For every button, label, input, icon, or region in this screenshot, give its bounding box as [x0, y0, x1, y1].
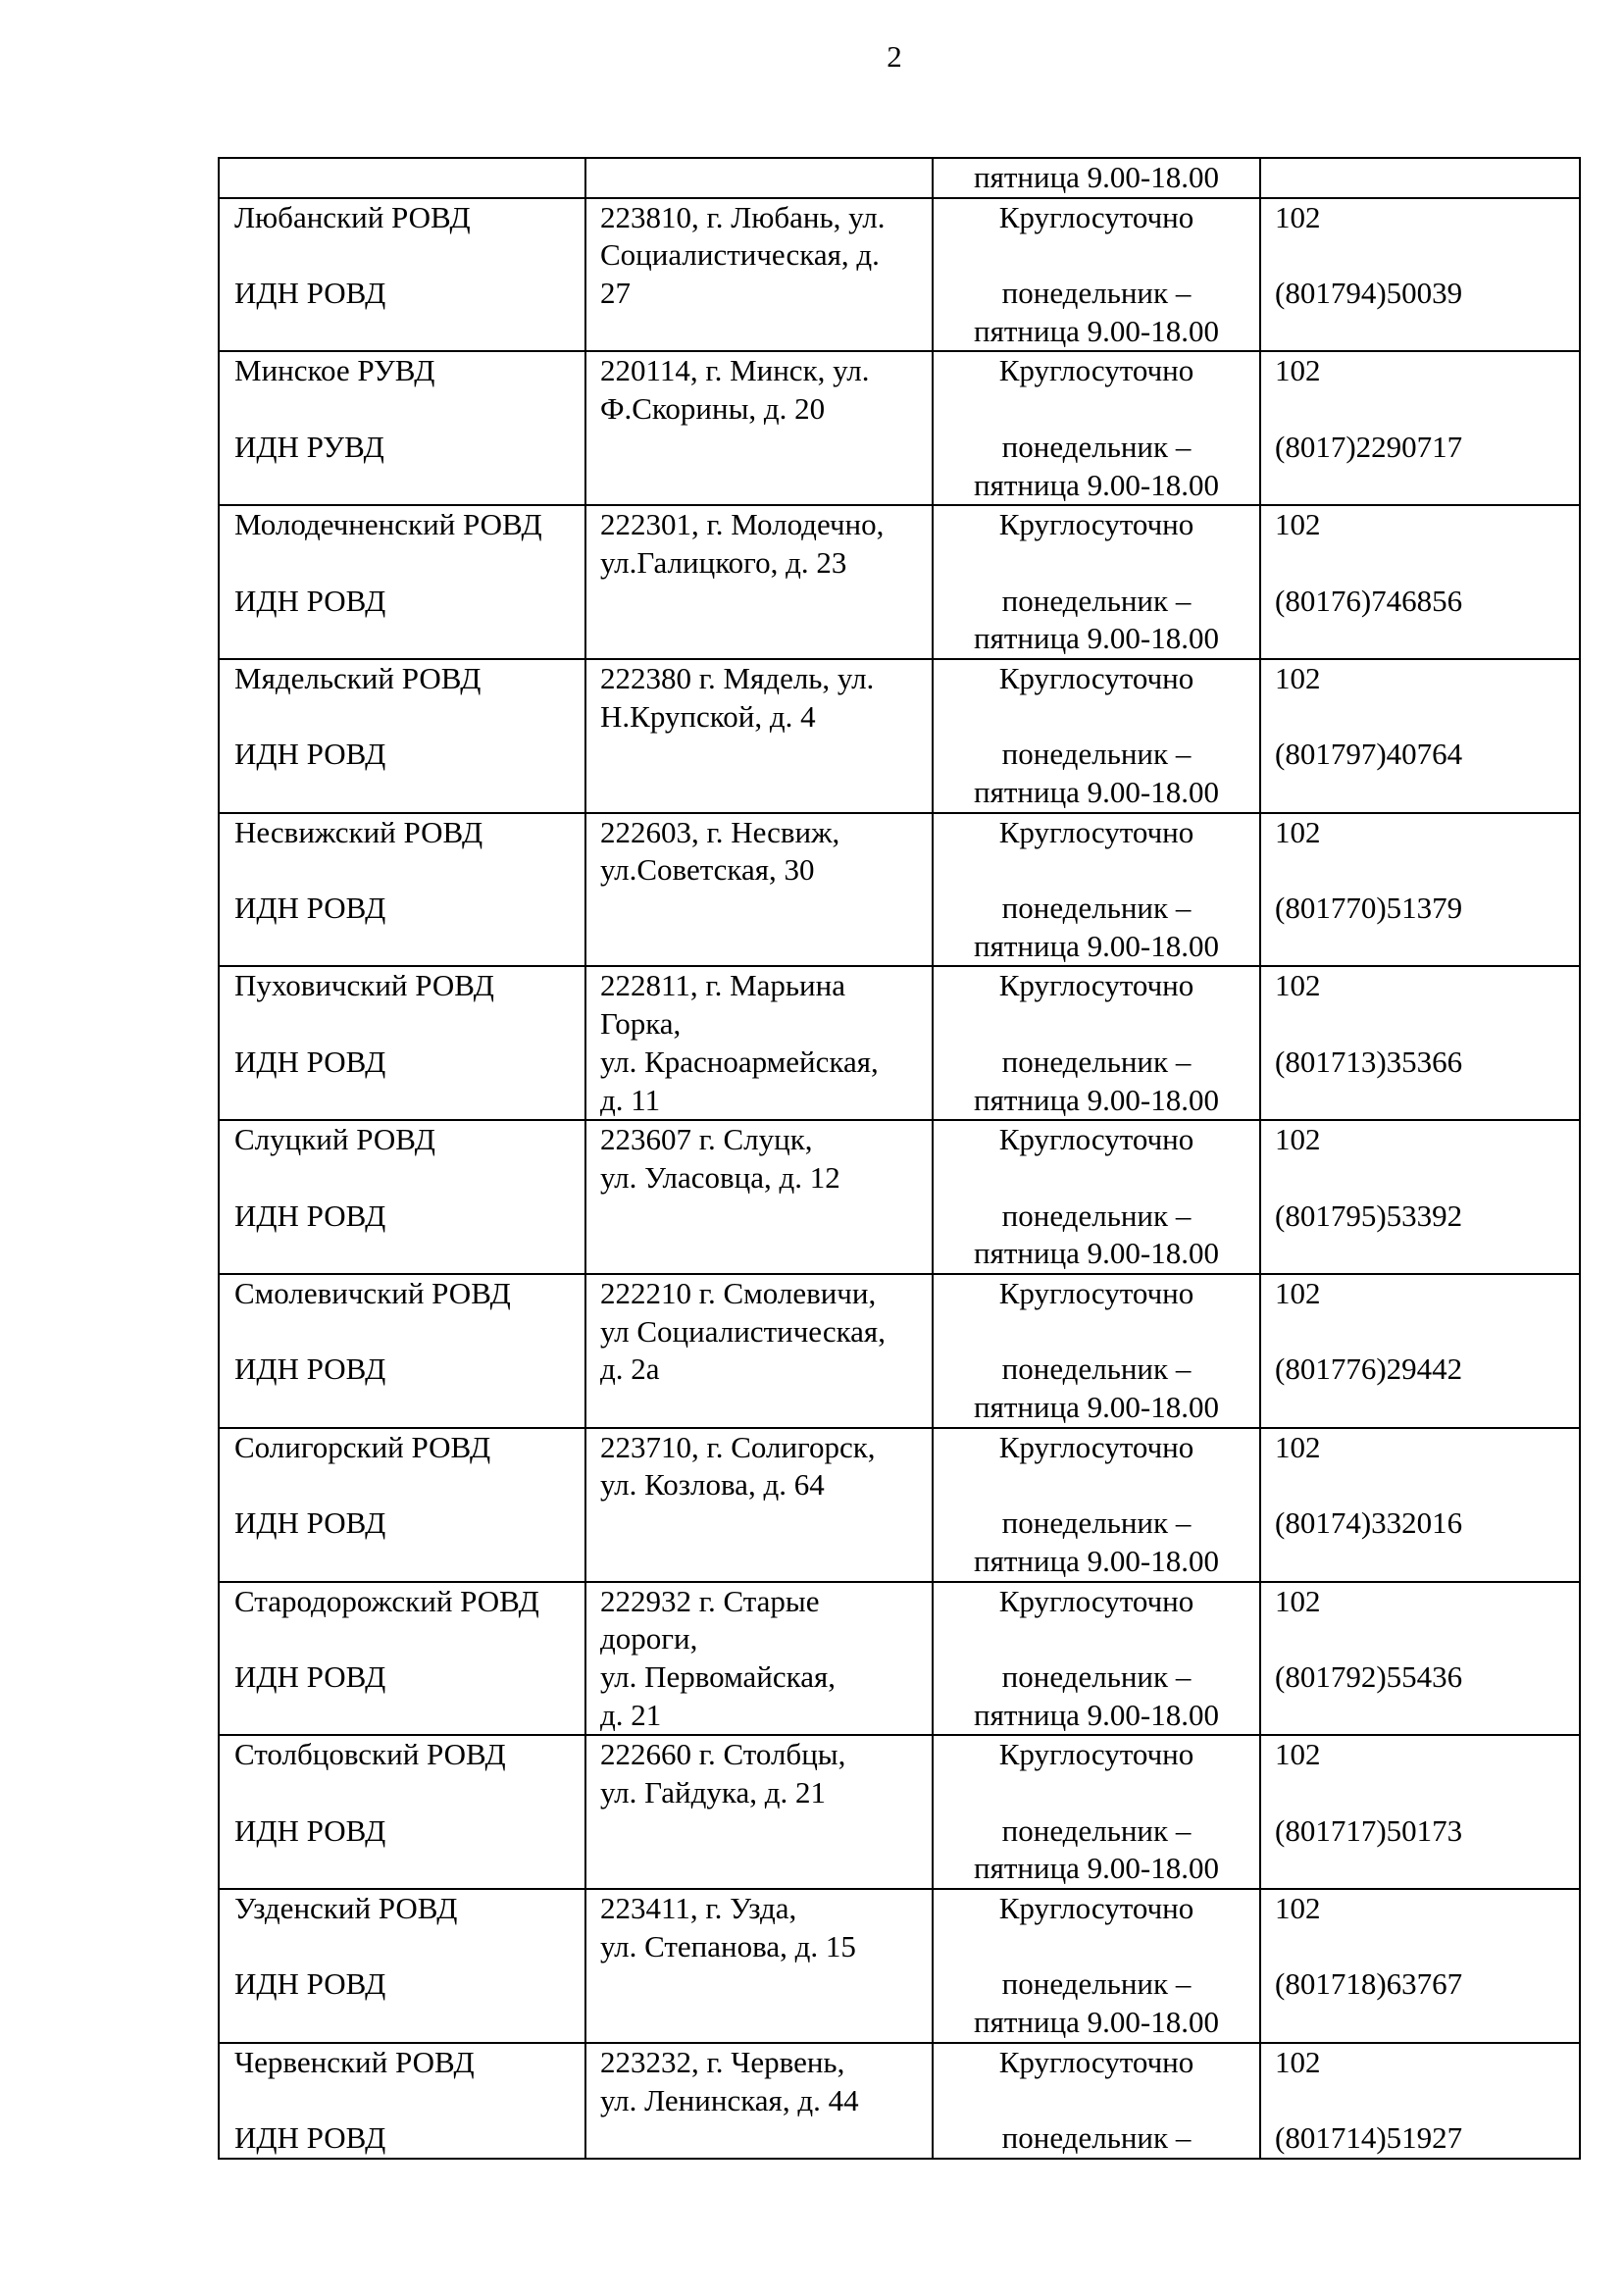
idn-name: ИДН РОВД	[234, 2120, 386, 2156]
spacer	[1275, 928, 1579, 966]
address-line: ул. Красноармейская,	[600, 1044, 879, 1079]
spacer	[934, 390, 1259, 429]
address-cell	[585, 659, 933, 813]
hours-idn-line: пятница 9.00-18.00	[974, 160, 1219, 194]
address-cell	[585, 1120, 933, 1274]
hours-idn-line: пятница 9.00-18.00	[974, 467, 1219, 502]
idn-name: ИДН РОВД	[234, 1044, 386, 1079]
address-cell	[585, 1889, 933, 2043]
idn-name: ИДН РОВД	[234, 1812, 386, 1848]
address-line: ул Социалистическая,	[600, 1313, 886, 1349]
phone-idn: (801770)51379	[1275, 891, 1463, 926]
hours-main: Круглосуточно	[998, 1737, 1194, 1772]
address-line: 223411, г. Узда,	[600, 1891, 797, 1926]
spacer	[234, 467, 584, 505]
spacer	[234, 851, 584, 890]
address-cell	[585, 158, 933, 198]
hours-main: Круглосуточно	[998, 1429, 1194, 1464]
address-cell	[585, 813, 933, 967]
phone-cell	[1260, 351, 1580, 505]
address-line: Ф.Скорины, д. 20	[600, 391, 826, 427]
phone-main: 102	[1275, 1891, 1321, 1926]
spacer	[934, 236, 1259, 275]
hours-cell	[933, 1889, 1260, 2043]
spacer	[1275, 1005, 1579, 1044]
table-row	[219, 966, 1580, 1120]
spacer	[1275, 236, 1579, 275]
address-line: ул. Ленинская, д. 44	[600, 2082, 859, 2117]
hours-main: Круглосуточно	[998, 353, 1194, 388]
department-cell	[219, 1582, 585, 1736]
spacer	[234, 313, 584, 351]
address-line: ул.Галицкого, д. 23	[600, 544, 847, 580]
idn-name: ИДН РОВД	[234, 1351, 386, 1387]
phone-cell	[1260, 966, 1580, 1120]
hours-idn-line: пятница 9.00-18.00	[974, 1851, 1219, 1886]
spacer	[1275, 1235, 1579, 1273]
table-row-continuation	[219, 158, 1580, 198]
phone-idn: (801794)50039	[1275, 276, 1463, 311]
address-line: 222301, г. Молодечно,	[600, 507, 885, 542]
spacer	[1275, 1543, 1579, 1581]
address-cell	[585, 351, 933, 505]
hours-idn-line: понедельник –	[1001, 737, 1192, 772]
table-row	[219, 1274, 1580, 1428]
department-cell	[219, 966, 585, 1120]
department-name: Солигорский РОВД	[234, 1429, 491, 1464]
department-cell	[219, 1889, 585, 2043]
spacer	[1275, 544, 1579, 583]
spacer	[234, 236, 584, 275]
department-cell	[219, 351, 585, 505]
phone-idn: (801717)50173	[1275, 1812, 1463, 1848]
address-line: 223710, г. Солигорск,	[600, 1429, 876, 1464]
idn-name: ИДН РУВД	[234, 429, 384, 464]
phone-main: 102	[1275, 2044, 1321, 2079]
hours-idn-line: пятница 9.00-18.00	[974, 2005, 1219, 2040]
hours-cell	[933, 813, 1260, 967]
address-line: 223607 г. Слуцк,	[600, 1122, 813, 1157]
idn-name: ИДН РОВД	[234, 737, 386, 772]
idn-name: ИДН РОВД	[234, 1966, 386, 2002]
address-line: ул. Уласовца, д. 12	[600, 1159, 840, 1195]
address-cell	[585, 505, 933, 659]
spacer	[234, 620, 584, 658]
department-cell	[219, 505, 585, 659]
hours-main: Круглосуточно	[998, 2044, 1194, 2079]
table-row	[219, 1889, 1580, 2043]
spacer	[234, 1313, 584, 1351]
phone-main: 102	[1275, 353, 1321, 388]
department-name: Молодечненский РОВД	[234, 507, 542, 542]
spacer	[234, 1850, 584, 1888]
department-cell	[219, 2043, 585, 2159]
hours-idn-line: понедельник –	[1001, 1198, 1192, 1233]
spacer	[1275, 2082, 1579, 2120]
spacer	[234, 1620, 584, 1658]
spacer	[1275, 1697, 1579, 1735]
hours-idn-line: пятница 9.00-18.00	[974, 1543, 1219, 1578]
spacer	[934, 544, 1259, 583]
hours-main: Круглосуточно	[998, 199, 1194, 234]
phone-main: 102	[1275, 660, 1321, 695]
department-cell	[219, 659, 585, 813]
phone-cell	[1260, 198, 1580, 352]
spacer	[234, 1697, 584, 1735]
address-line: 223232, г. Червень,	[600, 2044, 845, 2079]
phone-idn: (801797)40764	[1275, 737, 1463, 772]
department-name: Минское РУВД	[234, 353, 435, 388]
spacer	[234, 698, 584, 737]
hours-idn-line: понедельник –	[1001, 276, 1192, 311]
spacer	[1275, 1389, 1579, 1427]
address-line: 220114, г. Минск, ул.	[600, 353, 870, 388]
phone-main: 102	[1275, 507, 1321, 542]
spacer	[234, 928, 584, 966]
address-line: 27	[600, 276, 631, 311]
spacer	[1275, 1850, 1579, 1888]
department-name: Червенский РОВД	[234, 2044, 475, 2079]
address-line: д. 2а	[600, 1351, 660, 1387]
hours-cell	[933, 351, 1260, 505]
address-line: 222660 г. Столбцы,	[600, 1737, 846, 1772]
hours-main: Круглосуточно	[998, 660, 1194, 695]
phone-cell	[1260, 659, 1580, 813]
idn-name: ИДН РОВД	[234, 583, 386, 618]
page-number: 2	[887, 39, 902, 74]
idn-name: ИДН РОВД	[234, 891, 386, 926]
phone-main: 102	[1275, 1737, 1321, 1772]
phone-cell	[1260, 505, 1580, 659]
address-cell	[585, 1735, 933, 1889]
table-row	[219, 505, 1580, 659]
idn-name: ИДН РОВД	[234, 1505, 386, 1541]
address-line: ул. Первомайская,	[600, 1658, 836, 1694]
phone-idn: (80176)746856	[1275, 583, 1463, 618]
spacer	[934, 1466, 1259, 1504]
spacer	[234, 1389, 584, 1427]
idn-name: ИДН РОВД	[234, 276, 386, 311]
hours-idn-line: понедельник –	[1001, 429, 1192, 464]
spacer	[934, 1159, 1259, 1198]
spacer	[234, 1235, 584, 1273]
department-cell	[219, 158, 585, 198]
hours-cell	[933, 198, 1260, 352]
phone-cell	[1260, 1428, 1580, 1582]
phone-idn: (801792)55436	[1275, 1658, 1463, 1694]
spacer	[1275, 1466, 1579, 1504]
hours-main: Круглосуточно	[998, 1122, 1194, 1157]
phone-idn: (801714)51927	[1275, 2120, 1463, 2156]
address-line: 222811, г. Марьина	[600, 968, 845, 1003]
department-cell	[219, 813, 585, 967]
table-row	[219, 813, 1580, 967]
address-line: ул. Козлова, д. 64	[600, 1467, 825, 1503]
spacer	[1275, 390, 1579, 429]
department-cell	[219, 198, 585, 352]
phone-cell	[1260, 1582, 1580, 1736]
department-name: Стародорожский РОВД	[234, 1583, 539, 1618]
hours-main: Круглосуточно	[998, 968, 1194, 1003]
hours-main: Круглосуточно	[998, 507, 1194, 542]
address-line: д. 11	[600, 1082, 661, 1117]
spacer	[234, 1005, 584, 1044]
phone-main: 102	[1275, 199, 1321, 234]
phone-main: 102	[1275, 1276, 1321, 1310]
phone-cell	[1260, 813, 1580, 967]
hours-idn-line: пятница 9.00-18.00	[974, 1697, 1219, 1732]
address-cell	[585, 1274, 933, 1428]
hours-idn-line: понедельник –	[1001, 1812, 1192, 1848]
phone-main: 102	[1275, 968, 1321, 1003]
phone-idn: (801776)29442	[1275, 1351, 1463, 1387]
spacer	[234, 1928, 584, 1966]
phone-main: 102	[1275, 1583, 1321, 1618]
idn-name: ИДН РОВД	[234, 1658, 386, 1694]
address-line: дороги,	[600, 1621, 698, 1657]
hours-idn-line: понедельник –	[1001, 891, 1192, 926]
spacer	[934, 1005, 1259, 1044]
phone-idn: (80174)332016	[1275, 1505, 1463, 1541]
spacer	[934, 1313, 1259, 1351]
department-name: Несвижский РОВД	[234, 814, 483, 849]
address-line: 222932 г. Старые	[600, 1583, 820, 1618]
address-line: 222380 г. Мядель, ул.	[600, 660, 875, 695]
address-cell	[585, 198, 933, 352]
hours-cell	[933, 659, 1260, 813]
spacer	[1275, 774, 1579, 812]
spacer	[1275, 1774, 1579, 1812]
phone-idn: (801795)53392	[1275, 1198, 1463, 1233]
hours-idn-line: пятница 9.00-18.00	[974, 313, 1219, 348]
department-cell	[219, 1735, 585, 1889]
spacer	[934, 1620, 1259, 1658]
hours-cell	[933, 2043, 1260, 2159]
idn-name: ИДН РОВД	[234, 1198, 386, 1233]
hours-idn-line: понедельник –	[1001, 1044, 1192, 1079]
spacer	[1275, 1928, 1579, 1966]
address-cell	[585, 1428, 933, 1582]
spacer	[234, 1466, 584, 1504]
hours-cell	[933, 1582, 1260, 1736]
address-cell	[585, 2043, 933, 2159]
department-name: Мядельский РОВД	[234, 660, 482, 695]
hours-idn-line: понедельник –	[1001, 2120, 1192, 2156]
hours-main: Круглосуточно	[998, 814, 1194, 849]
department-cell	[219, 1120, 585, 1274]
hours-idn-line: пятница 9.00-18.00	[974, 928, 1219, 963]
hours-cell	[933, 505, 1260, 659]
table-row	[219, 1582, 1580, 1736]
address-cell	[585, 966, 933, 1120]
contacts-table	[218, 157, 1581, 2160]
spacer	[234, 1082, 584, 1120]
table-row	[219, 659, 1580, 813]
address-line: 222210 г. Смолевичи,	[600, 1276, 877, 1310]
hours-cell	[933, 158, 1260, 198]
phone-cell	[1260, 158, 1580, 198]
address-line: д. 21	[600, 1697, 662, 1732]
spacer	[1275, 1159, 1579, 1198]
address-line: Н.Крупской, д. 4	[600, 698, 816, 734]
hours-main: Круглосуточно	[998, 1891, 1194, 1926]
table-row	[219, 198, 1580, 352]
address-line: Горка,	[600, 1006, 682, 1042]
phone-cell	[1260, 2043, 1580, 2159]
phone-idn: (801718)63767	[1275, 1966, 1463, 2002]
address-line: Социалистическая, д.	[600, 237, 880, 273]
department-name: Узденский РОВД	[234, 1891, 458, 1926]
spacer	[1275, 620, 1579, 658]
hours-idn-line: понедельник –	[1001, 583, 1192, 618]
spacer	[1275, 313, 1579, 351]
spacer	[234, 2004, 584, 2042]
phone-cell	[1260, 1735, 1580, 1889]
department-name: Слуцкий РОВД	[234, 1122, 435, 1157]
spacer	[934, 1774, 1259, 1812]
phone-main: 102	[1275, 1429, 1321, 1464]
hours-idn-line: пятница 9.00-18.00	[974, 621, 1219, 656]
spacer	[934, 1928, 1259, 1966]
spacer	[234, 2082, 584, 2120]
hours-idn-line: пятница 9.00-18.00	[974, 775, 1219, 809]
spacer	[1275, 2004, 1579, 2042]
phone-cell	[1260, 1120, 1580, 1274]
hours-cell	[933, 1274, 1260, 1428]
spacer	[1275, 1620, 1579, 1658]
spacer	[234, 1774, 584, 1812]
hours-idn-line: понедельник –	[1001, 1966, 1192, 2002]
address-cell	[585, 1582, 933, 1736]
phone-idn: (801713)35366	[1275, 1044, 1463, 1079]
hours-cell	[933, 1120, 1260, 1274]
table-row	[219, 351, 1580, 505]
address-line: ул.Советская, 30	[600, 852, 815, 888]
hours-idn-line: понедельник –	[1001, 1351, 1192, 1387]
spacer	[1275, 698, 1579, 737]
department-cell	[219, 1428, 585, 1582]
table-row	[219, 1120, 1580, 1274]
hours-cell	[933, 1428, 1260, 1582]
spacer	[934, 2082, 1259, 2120]
address-line: ул. Гайдука, д. 21	[600, 1775, 827, 1810]
department-name: Столбцовский РОВД	[234, 1737, 506, 1772]
hours-idn-line: пятница 9.00-18.00	[974, 1082, 1219, 1117]
phone-cell	[1260, 1274, 1580, 1428]
spacer	[1275, 467, 1579, 505]
spacer	[234, 390, 584, 429]
spacer	[1275, 1082, 1579, 1120]
department-name: Любанский РОВД	[234, 199, 471, 234]
hours-idn-line: пятница 9.00-18.00	[974, 1236, 1219, 1271]
spacer	[234, 1543, 584, 1581]
phone-main: 102	[1275, 814, 1321, 849]
hours-main: Круглосуточно	[998, 1276, 1194, 1310]
phone-idn: (8017)2290717	[1275, 429, 1463, 464]
department-cell	[219, 1274, 585, 1428]
spacer	[234, 544, 584, 583]
address-line: 223810, г. Любань, ул.	[600, 199, 886, 234]
spacer	[934, 851, 1259, 890]
contacts-table-body	[219, 158, 1580, 2159]
hours-cell	[933, 1735, 1260, 1889]
phone-main: 102	[1275, 1122, 1321, 1157]
table-row	[219, 1428, 1580, 1582]
spacer	[1275, 851, 1579, 890]
address-line: 222603, г. Несвиж,	[600, 814, 840, 849]
spacer	[934, 698, 1259, 737]
hours-idn-line: пятница 9.00-18.00	[974, 1390, 1219, 1425]
hours-main: Круглосуточно	[998, 1583, 1194, 1618]
table-row	[219, 1735, 1580, 1889]
hours-cell	[933, 966, 1260, 1120]
phone-cell	[1260, 1889, 1580, 2043]
table-row	[219, 2043, 1580, 2159]
hours-idn-line: понедельник –	[1001, 1658, 1192, 1694]
spacer	[234, 1159, 584, 1198]
department-name: Смолевичский РОВД	[234, 1276, 511, 1310]
spacer	[1275, 1313, 1579, 1351]
spacer	[234, 774, 584, 812]
address-line: ул. Степанова, д. 15	[600, 1928, 856, 1963]
department-name: Пуховичский РОВД	[234, 968, 494, 1003]
hours-idn-line: понедельник –	[1001, 1505, 1192, 1541]
